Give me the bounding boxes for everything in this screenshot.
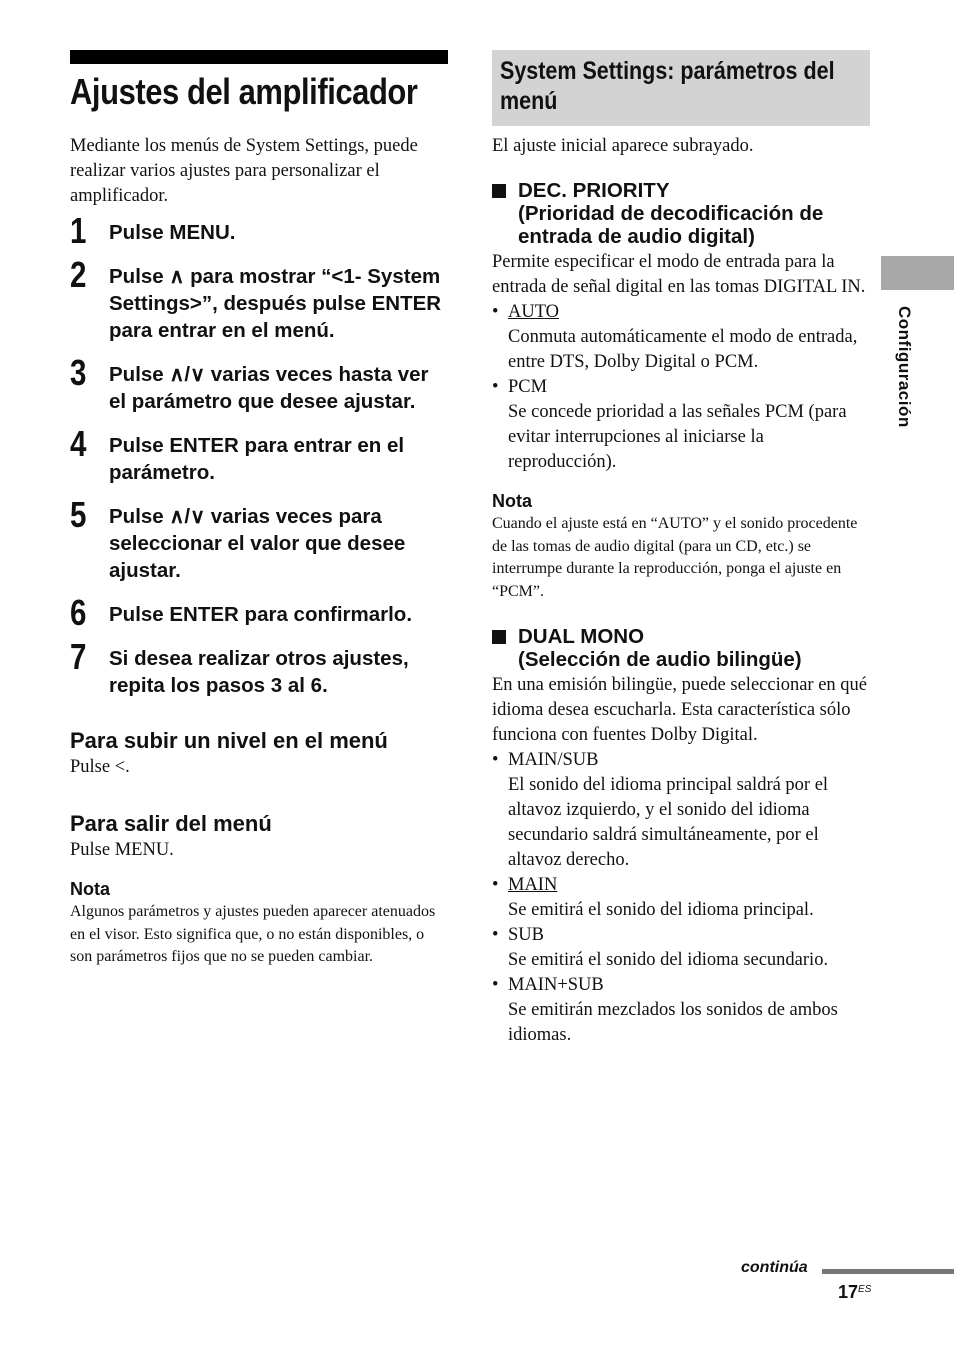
option-label: MAIN <box>508 875 558 895</box>
dec-priority-section <box>492 179 870 603</box>
up-level-section <box>70 727 448 780</box>
note-text: Cuando el ajuste está en “AUTO” y el sonido procedente de las tomas de audio digital (para un CD, etc.) se interrumpe durante la reproducción, ponga el ajuste en “PCM”. <box>492 515 858 600</box>
option-item <box>492 300 870 375</box>
option-desc: Conmuta automáticamente el modo de entrada, entre DTS, Dolby Digital o PCM. <box>508 327 858 372</box>
dual-mono-heading <box>492 625 870 671</box>
option-item <box>492 748 870 873</box>
step-3 <box>70 352 448 415</box>
option-desc: El sonido del idioma principal saldrá por el altavoz izquierdo, y el sonido del idioma secundario saldrá simultáneamente, por el altavoz derecho. <box>508 775 829 870</box>
option-label: SUB <box>508 925 544 945</box>
left-note <box>70 877 448 969</box>
step-text: Pulse ∧ para mostrar “<1- System Settings>”, después pulse ENTER para entrar en el menú. <box>109 265 442 342</box>
square-bullet-icon <box>492 184 506 198</box>
section-intro: El ajuste inicial aparece subrayado. <box>492 136 754 156</box>
bullet-icon: • <box>492 925 499 945</box>
option-desc: Se emitirá el sonido del idioma secundario. <box>508 950 829 970</box>
step-1 <box>70 210 448 251</box>
step-6 <box>70 592 448 633</box>
step-number: 4 <box>70 423 87 464</box>
bullet-icon: • <box>492 377 499 397</box>
page-number <box>838 1282 871 1303</box>
side-tab <box>881 256 954 290</box>
step-text: Pulse ∧/∨ varias veces para seleccionar el valor que desee ajustar. <box>109 505 406 582</box>
left-column <box>70 50 448 969</box>
step-7 <box>70 636 448 699</box>
dec-priority-heading <box>492 179 870 248</box>
dec-priority-desc: Permite especificar el modo de entrada para la entrada de señal digital en las tomas DIGITAL IN. <box>492 252 866 297</box>
dec-priority-title: DEC. PRIORITY <box>518 179 670 202</box>
dual-mono-desc: En una emisión bilingüe, puede seleccionar en qué idioma desea escucharla. Esta característica sólo funciona con fuentes Dolby Digital. <box>492 675 868 745</box>
page-number-value: 17 <box>838 1282 859 1302</box>
exit-menu-section <box>70 810 448 863</box>
step-4 <box>70 423 448 486</box>
bullet-icon: • <box>492 975 499 995</box>
page-title: Ajustes del amplificador <box>70 71 418 112</box>
step-text: Pulse MENU. <box>109 221 236 244</box>
continues-label: continúa <box>741 1259 808 1276</box>
step-number: 5 <box>70 494 87 535</box>
option-label: AUTO <box>508 302 560 322</box>
square-bullet-icon <box>492 630 506 644</box>
option-item <box>492 873 870 923</box>
dual-mono-subtitle: (Selección de audio bilingüe) <box>518 648 802 671</box>
step-number: 7 <box>70 636 87 677</box>
step-text: Pulse ENTER para confirmarlo. <box>109 603 413 626</box>
section-title-box <box>492 50 870 126</box>
dual-mono-section <box>492 625 870 1048</box>
option-label: MAIN+SUB <box>508 975 604 995</box>
page-number-suffix: ES <box>858 1284 872 1295</box>
note-label: Nota <box>492 491 532 511</box>
dec-priority-subtitle: (Prioridad de decodificación de entrada de audio digital) <box>518 202 824 248</box>
option-item <box>492 973 870 1048</box>
footer-bar <box>822 1269 954 1274</box>
step-2 <box>70 254 448 344</box>
bullet-icon: • <box>492 875 499 895</box>
section-title: System Settings: parámetros del menú <box>500 57 835 115</box>
dual-mono-title: DUAL MONO <box>518 625 645 648</box>
bullet-icon: • <box>492 750 499 770</box>
right-column <box>492 50 870 1048</box>
note-label: Nota <box>70 879 110 899</box>
up-level-heading: Para subir un nivel en el menú <box>70 728 388 753</box>
step-number: 1 <box>70 210 87 251</box>
steps-list <box>70 210 448 699</box>
step-5 <box>70 494 448 584</box>
intro-paragraph: Mediante los menús de System Settings, puede realizar varios ajustes para personalizar el amplificador. <box>70 136 418 206</box>
bullet-icon: • <box>492 302 499 322</box>
option-item <box>492 375 870 475</box>
option-item <box>492 923 870 973</box>
option-label: PCM <box>508 377 548 397</box>
side-tab-label: Configuración <box>895 306 914 428</box>
step-number: 2 <box>70 254 87 295</box>
note-text: Algunos parámetros y ajustes pueden aparecer atenuados en el visor. Esto significa que, o no están disponibles, o son parámetros fijos que no se pueden cambiar. <box>70 903 436 965</box>
step-text: Pulse ENTER para entrar en el parámetro. <box>109 434 405 484</box>
step-text: Pulse ∧/∨ varias veces hasta ver el parámetro que desee ajustar. <box>109 363 429 413</box>
title-rule <box>70 50 448 64</box>
option-label: MAIN/SUB <box>508 750 599 770</box>
up-level-text: Pulse <. <box>70 757 130 777</box>
step-text: Si desea realizar otros ajustes, repita los pasos 3 al 6. <box>109 647 409 697</box>
exit-menu-heading: Para salir del menú <box>70 811 272 836</box>
step-number: 6 <box>70 592 87 633</box>
option-desc: Se concede prioridad a las señales PCM (para evitar interrupciones al iniciarse la reproducción). <box>508 402 847 472</box>
exit-menu-text: Pulse MENU. <box>70 840 174 860</box>
option-desc: Se emitirán mezclados los sonidos de ambos idiomas. <box>508 1000 838 1045</box>
step-number: 3 <box>70 352 87 393</box>
dec-priority-note <box>492 489 870 603</box>
option-desc: Se emitirá el sonido del idioma principal. <box>508 900 814 920</box>
